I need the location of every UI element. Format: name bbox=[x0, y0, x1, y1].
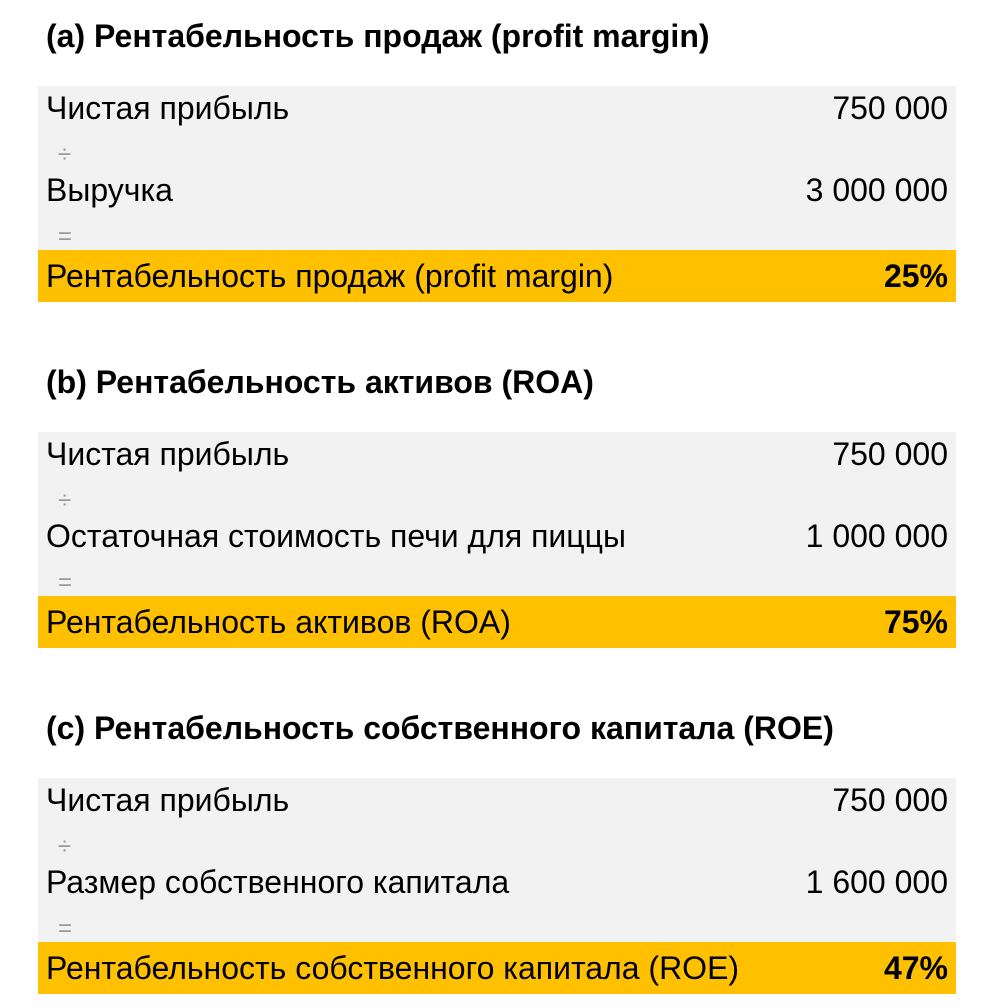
result-label: Рентабельность собственного капитала (ROE) bbox=[46, 950, 740, 986]
denominator-label: Выручка bbox=[46, 172, 173, 208]
denominator-value: 1 000 000 bbox=[805, 518, 948, 554]
result-label: Рентабельность продаж (profit margin) bbox=[46, 258, 614, 294]
equals-sign: = bbox=[58, 915, 73, 942]
equals-sign: = bbox=[58, 223, 73, 250]
denominator-row bbox=[38, 514, 956, 560]
divide-sign: ÷ bbox=[58, 487, 72, 514]
calculation-box bbox=[38, 86, 956, 302]
numerator-value: 750 000 bbox=[832, 436, 948, 472]
section-title: (b) Рентабельность активов (ROA) bbox=[46, 364, 594, 400]
numerator-value: 750 000 bbox=[832, 90, 948, 126]
numerator-row bbox=[38, 86, 956, 132]
numerator-row bbox=[38, 778, 956, 824]
calculation-box bbox=[38, 432, 956, 648]
result-value: 75% bbox=[883, 604, 948, 640]
section-title: (a) Рентабельность продаж (profit margin) bbox=[46, 18, 710, 54]
denominator-row bbox=[38, 168, 956, 214]
result-label: Рентабельность активов (ROA) bbox=[46, 604, 511, 640]
divide-sign: ÷ bbox=[58, 141, 72, 168]
calculation-box bbox=[38, 778, 956, 994]
result-value: 25% bbox=[883, 258, 948, 294]
numerator-label: Чистая прибыль bbox=[46, 782, 290, 818]
denominator-label: Размер собственного капитала bbox=[46, 864, 510, 900]
equals-sign: = bbox=[58, 569, 73, 596]
result-row bbox=[38, 596, 956, 648]
divide-sign: ÷ bbox=[58, 833, 72, 860]
denominator-label: Остаточная стоимость печи для пиццы bbox=[46, 518, 626, 554]
numerator-label: Чистая прибыль bbox=[46, 90, 290, 126]
denominator-row bbox=[38, 860, 956, 906]
denominator-value: 1 600 000 bbox=[805, 864, 948, 900]
result-row bbox=[38, 250, 956, 302]
result-row bbox=[38, 942, 956, 994]
denominator-value: 3 000 000 bbox=[805, 172, 948, 208]
result-value: 47% bbox=[883, 950, 948, 986]
numerator-label: Чистая прибыль bbox=[46, 436, 290, 472]
numerator-value: 750 000 bbox=[832, 782, 948, 818]
numerator-row bbox=[38, 432, 956, 478]
section-title: (c) Рентабельность собственного капитала (ROE) bbox=[46, 710, 834, 746]
